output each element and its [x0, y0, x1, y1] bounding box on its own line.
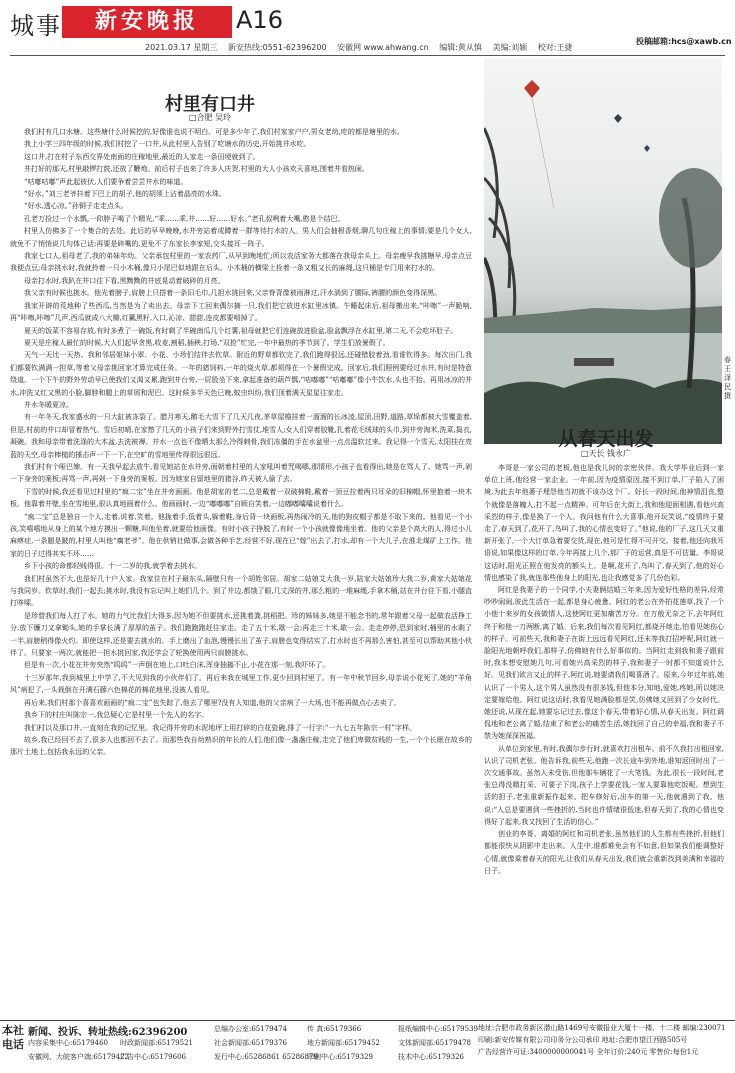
- article1-paragraph: “疯二宝”总是独自一个人,走着,说着,笑着。他拢着手,低着头,躲着鞋,身后背一块画板,再热闹冷的天,他的狗皮帽子都是不取下来的。他看见一个小孩,笑嘻嘻地从身上的某个地方摸出一颗糖,叫他坐着,就要给他画像。有时小孩子挣脱了,有时一个小孩就像像地坐着。他的父亲是个高大的人,得过小儿麻痹症,一条腿是跛的,村里人叫他“瘸老爷”。他在供销社做事,会做各种手艺,经营不好,现在已“嫁”出去了,打水,却有一个大儿子,在淮北煤矿上工作。他家的日子过得其实不坏……: [10, 512, 472, 558]
- article2-paragraph: 李哥是一家公司的老板,他也是我儿时的亲密伙伴。我大学毕业后到一家单位上班,他经营一家企业。一年前,因为疫情原因,接不到订单,厂子陷入了困境,为此去年他萎子埋怨他当初就不该办这个厂。好长一段时间,他神情沮丧,整个就像是落魄人,打不起一点精神。可年后在大街上,我和他迎面相遇,看他兴高采烈的样子,像是换了一个人。我问他有什么大喜事,他开玩笑说,“疫情终于要走了,春天到了,花开了,鸟叫了,我的心情也变好了。”他说,他的厂子,这几天又重新开张了,一个大订单急着要交货,现在,他可是忙得不可开交。接着,他还向我耳语说,如果像这样的订单,今年再接上几个,那厂子的运营,真是不可估量。李哥说这话时,阳光正照在他发亮的额头上。是啊,花开了,鸟叫了,春天到了,他的好心情也感染了我,就连那些他身上的阳光,也让我感觉多了几份色彩。: [484, 464, 724, 582]
- masthead-meta: [145, 42, 580, 53]
- article1-paragraph: 故乡,我已经回不去了,很多人也都回不去了。而那些我自幼熟识的年长的人们,他们像一盏盏庄稼,走完了他们卑微贫贱的一生,一个个长眠在故乡的那片土地上,包括我永远的父亲。: [10, 735, 472, 757]
- submission-email: 投稿邮箱:hcs@xawb.cn: [636, 37, 732, 46]
- article1-paragraph: 我乡下的村庄叫陈宗一,我总疑心它是村里一个先人的名字。: [24, 711, 209, 720]
- boat-icon: [574, 358, 614, 366]
- editor: 编辑:黄从慎: [439, 43, 482, 52]
- article1-paragraph: 村里人仿佛多了一个集合的去处。此后的早早晚晚,水井旁站着或蹲着一群等待打水的人。男人们会抽根香烟,聊几句庄稼上的事情;要是几个女人,就免不了悄悄说几句体己话;再要是碎嘴的,更免不了东家长李家短,交头接耳一阵子。: [10, 227, 472, 248]
- footer-address: [478, 1022, 734, 1058]
- article1-paragraph: 孔老万捡过一个水瓢,一仰脖子喝了个精光,“乖……乖,井……好……好水。”老孔叔咧着大嘴,憨是个结巴。: [24, 214, 345, 223]
- footer-phone-line: 地方新闻部:65179452: [307, 1039, 380, 1047]
- footer-phone-line: 内容采集中心:65179460: [28, 1039, 108, 1047]
- proofreader: 校对:王捷: [537, 43, 573, 52]
- article1-paragraph: “咕嘟咕嘟”声此起彼伏,人们要争着尝尝井水的味道。: [24, 177, 188, 186]
- footer-hotline: 新闻、投诉、转址热线:62396200: [28, 1027, 188, 1038]
- article1-paragraph: 这口井,打在村子东西交界处南面的庄稼地里,最近的人家走一条田埂就到了。: [24, 152, 260, 161]
- article1-paragraph: “好水,透心凉。”孙铜子走走点头。: [24, 202, 128, 211]
- article1-paragraph: 我家开辟的荒地种了些西瓜,当然是为了卖出去。母亲下工回来偶尔摘一只,我们把它放进水缸里冰镇。午睡起床后,祖母搬出来,“咔嚓”一声脆响,再“咔嚓,咔嚓”几声,西瓜就成八大瓣,红瓤黑籽,入口,沁凉、甜甜,连皮都要啃掉了。: [10, 301, 472, 323]
- article1-paragraph: 井水冬暖夏凉。: [24, 400, 73, 409]
- article1-paragraph: 再后来,我们村那个喜喜欢画画的“疯二宝”也失踪了,他去了哪里?没有人知道,他的父亲病了一大场,也不能再做点心去卖了。: [24, 698, 401, 707]
- footer-phone-line: 时政新闻部:65179521: [120, 1039, 193, 1047]
- footer-phone-line: 社会新闻部:65179376: [214, 1039, 287, 1047]
- photo-illustration: [484, 58, 722, 444]
- article1-paragraph: 十三岁那年,我到城里上中学了,不大见到我的小伙伴们了。再后来我在城里工作,更少回到村里了。有一年中秋节回乡,母亲说小花死了,她的“羊角风”病犯了,一头栽倒在开满石藤六色棉花的棉花地里,没被人看见。: [10, 673, 472, 695]
- lake-kites-photo: [484, 58, 722, 444]
- article2-title: 从春天出发: [558, 428, 654, 450]
- article1-paragraph: 但是有一次,小花在井旁突然“呜呜”一声倒在地上,口吐白沫,浑身抽搐不止,小花在那一刻,我吓坏了。: [24, 661, 330, 670]
- footer-phone-line: 文体新闻部:65179478: [398, 1039, 471, 1047]
- article1-paragraph: 母亲打水时,我趴在井口往下看,黑黝黝的井底晃动着破碎的月亮。: [24, 276, 225, 285]
- footer-phone-line: 技术中心:65179326: [398, 1053, 464, 1061]
- article1-byline: □合肥 吴玲: [188, 113, 232, 122]
- article2-paragraph: 创业的李哥、离婚的阿红和司机老张,虽然他们的人生都有些挫折,但他们都能很快从阴影中走出来。人生中,谁都难免会有不如意,但如果我们能调整好心情,就像乘着春天的阳光,让我们从春天出发,我们就会重新找到美满和幸福的日子。: [484, 830, 724, 875]
- article2-paragraph: 从单位到家里,有时,我偶尔步行时,就喜欢打出租车。前不久我打出租回家,认识了司机老张。他告诉我,前些天,他跑一次长途车到外地,谁知返回时出了一次交通事故。虽然人未受伤,但他那车辆花了一大笔钱。为此,很长一段时间,老张总得没精打采。可要子下岗,孩子上学要花钱,一家人要靠他吃饭呢。想到生活的担子,老张重新振作起来。把车修好后,出车的第一天,他就遇到了我。他说:“人总是要遇到一些挫折的,当时也许情绪很低迷,但春天到了,我的心情也变得好了起来,我又找回了生活的信心。”: [484, 744, 724, 826]
- article1-paragraph: 我上小学三四年级的时候,我们村挖了一口井,从此村里人告别了吃塘水的历史,开始挑井水吃。: [24, 140, 311, 149]
- footer-phone-line: 安徽网、大皖客户端:65179422: [28, 1053, 129, 1061]
- article1-paragraph: 我们村有个哑巴婶。有一天我早起去放牛,看见她站在水井旁,面朝着村里的人家吼叫着咒喝哪,那情形,小孩子也看得出,她是在骂人了。她骂一声,剁一下身旁的案板;再骂一声,再剁一下身旁的案板。因为她家自留地里的猪谷,昨天被人偷了去。: [10, 462, 472, 484]
- page-number: A16: [236, 6, 283, 34]
- newspaper-logo: 新安晚报: [62, 6, 232, 38]
- article1-paragraph: 夏天的饭菜不容易存放,有时多煮了一碗饭,有时剩了半碗南瓜几个红薯,祖母就把它们连碗放进脸盆,脸盆飘浮在水缸里,第二天,不会吃坏肚子。: [24, 326, 458, 335]
- kite-icon: [614, 114, 622, 123]
- article1-paragraph: 我们村以及那口井,一直刻在我的记忆里。我记得井旁的水泥地坪上用打碎的白花瓷碗,排了一行字:“一九七五年陈宗一村”字样。: [24, 723, 416, 732]
- article2-paragraph: 阿红是我妻子的一个同学,小夫妻俩结婚三年来,因为爱好性格的差异,经常吵吵闹闹,彼此生活在一起,都是身心疲惫。阿红的老公在外拍花莲草,找了一个小他十来岁的女孩做情人,这使阿红更加痛苦万分。在万般无奈之下,去年阿红终于和他一刀两断,离了婚。后来,我们每次看见阿红,都烧开她走,怕看见她伤心的样子。可前些天,我和妻子在街上远远看见阿红,还未等我打招呼呢,阿红就一脸阳光地朝呼我们,那样子,仿佛她有什么好事似的。当阿红走到我和妻子跟前时,我本想安慰她几句,可看她兴高采烈的样子,我和妻子一时都不知道说什么好。见我们欲言又止的样子,阿红说,她要请我们喝喜酒了。原来,今年过年前,她认识了一个男人,这个男人虽然没有很多钱,但他本分,知地,爱她,疼她,所以她决定要嫁给他。阿红说这话时,我看见她满脸都是笑,仿佛她又回到了少女时代。她还说,从现在起,她要忘记过去,像这个春天,带着好心情,从春天出发。阿红调侃地和老公离了婚,结束了和老公的痛苦生活,她找回了自己的幸福,我和妻子不禁为她深深祝福。: [484, 586, 724, 741]
- article1-paragraph: 乡下小孩的命都轻贱得很。十一二岁的我,就学着去挑水。: [24, 562, 202, 571]
- kite-icon: [644, 145, 650, 152]
- article2-byline: □天长 钱永广: [580, 449, 632, 458]
- footer-phone-line: 广告中心:65179606: [120, 1053, 186, 1061]
- footer-phone-line: 总编办公室:65179474: [214, 1025, 287, 1033]
- article1-paragraph: 我父亲有时候也挑水。他光着膀子,肩膀上只搭着一条旧毛巾,几担水挑回来,父亲脊背像被雨淋过,汗水淌到了腰际,裤腰的颜色变得深黑。: [24, 289, 442, 298]
- article2-body: [484, 462, 724, 877]
- footer-phone-line: 报纸编辑中心:65179539: [398, 1025, 478, 1033]
- article1-paragraph: 我们村有几口水塘。这些塘什么时候挖的,好像谁也说不明白。可是多少年了,我们村家家户户,男女老幼,吃的都是塘里的水。: [24, 128, 404, 136]
- article1-paragraph: 夏天是庄稼人最忙的时候,大人们起早贪黑,收麦,割稻,插秧,打场,“双抢”忙完,一年中最热的季节到了。学生们放暑假了。: [24, 338, 390, 347]
- article1-paragraph: 有一年冬天,我家盛水的一只大缸被冻裂了。腊月寒天,鹅毛大雪下了几天几夜,茅草屋檐挂着一溜溜的长冰凌,屋顶,田野,道路,草垛都被大雪覆盖着,但是,村前的井口却冒着热气。雪后初晴,在家憋了几天的小孩子们来到野外打雪仗,堆雪人;女人们穿着胶靴,扎着花毛绒球的头巾,到井旁淘米,洗菜,捣衣,凝碗。我和母亲带着洗涤的大木盆,去洗被褥。井水一点也不像晒太那么冷得刺骨,我们冻僵的手在水盆里一点点温软过来。我记得一个雪天,太阳挂在亮蓝的天空,母亲棒槌的捶击声一下一下,在空旷的雪地里传得很远很远。: [10, 413, 472, 459]
- article1-paragraph: “好水。”刘三老爷抖着下巴上的胡子,他的胡须上沾着晶亮的水珠。: [24, 190, 226, 199]
- masthead-divider: [10, 55, 725, 56]
- article1-body: [10, 126, 472, 759]
- kite-icon: [524, 80, 540, 98]
- article1-paragraph: 是珍替我们每人打了水。她的力气比我们大得多,因为她不但要挑水,还挑着粪,挑稻把。珍的姊妹多,她是不能念书的,常年跟着父母一起做农活挣工分,放下镰刀又拿锄头,她的手掌长满了厚厚的茧子。我们跑跑跑赶往家走。走了五十米,歇一会;再走三十米,歇一会。走走停停,恐到家时,桶里的水剩了一半,肩膀稍得像火灼。即使这样,还是要去挑水的。手上磨出了血泡,慢慢长出了茧子,肩膀也变得结实了,打水时也不再那么害怕,甚至可以帮助其他小伙伴了。只要家一两次,就能把一担水挑回家,我还学会了轮换使用两只肩膀挑水。: [10, 611, 472, 658]
- article1-paragraph: 天气一天比一天热。我和邻居姐妹小翠、小花、小珍们结伴去钦草。附近的野草都钦完了,我们跑得很远,还碰错胶着劲,看谁钦得多。每次出门,我们都要钦满满一担草,等着父母亲挑回家才算完成任务。一年的猪饲料,一年的烧火草,都须得在一个暑假完成。回家后,我们照例要经过水井,有时是特意绕道。一个下午的野外劳动早已使我们又渴又累,跑到井台旁,一屁股坐下来,拿起准备的葫芦瓢,“咕嘟嘟”“咕嘟嘟”像小牛饮水,头也不抬。再用冰凉的井水,冲洗又红又黑的小脸,脚脖和腿上的草屑和泥巴。这时候多半天色已晚,蚊虫纠纷,我们顶着满天星星往家走。: [10, 351, 472, 397]
- footer-address-line: 印刷:新安传媒有限公司印务分公司承印 地址:合肥市望江西路505号: [478, 1036, 688, 1044]
- article1-title: 村里有口井: [165, 94, 255, 115]
- article1-paragraph: 我家七口人,祖母老了,我的弟妹年幼。父亲承包村里的一家农药厂,从早到晚地忙;所以农活家务大都落在我母亲头上。母亲瘦早我挑糖早,母亲点豆我便点豆;母亲挑水时,我就拎着一只小木桶,像只小尾巴似地跟在后头。小木桶的横梁上拴着一条又粗又长的麻绳,这只桶是专门用来打水的。: [10, 252, 472, 273]
- article1-paragraph: 我们村虽然不大,也是好几十户人家。我家住在村子最东头,隔壁只有一个胡姓邻居。胡家二姑娘艾大我一岁,陆家大姑娘珍大我二岁,黄家大姑娘花与我同岁。钦草时,我们一起去;挑水时,我没有忘记叫上她们几个。到了井边,都饿了眼,几丈深的井,那么粗的一堆麻绳,手拿木桶,站在井台往下看,小腿直打哆嗦。: [10, 574, 472, 608]
- section-name: 城事: [10, 12, 62, 40]
- photo-credit: 春 王泽民 摄: [724, 356, 731, 400]
- article1-paragraph: 井打好的那天,村里敲锣打鼓,还放了鞭炮。前后村子也来了许多人庆贺,村里的大人小孩欢天喜地,围着井看热闹。: [24, 165, 369, 174]
- footer-phone-line: 发行中心:65286861 65286879: [214, 1053, 318, 1061]
- designer: 美编:刘颖: [492, 43, 528, 52]
- website: 安徽网 www.ahwang.cn: [337, 43, 429, 52]
- footer-title: 本社电话: [2, 1024, 24, 1051]
- footer-phone-line: 传 真:65179366: [307, 1025, 362, 1033]
- footer-address-line: 地址:合肥市政务新区潜山路1469号安徽报业大厦十一楼、十二楼 邮编:230071: [478, 1024, 726, 1032]
- hotline: 新安热线:0551-62396200: [227, 43, 327, 52]
- footer-address-line: 广告经营许可证:3400000000041号 全年订价:240元 零售价:每份1元: [478, 1048, 699, 1056]
- footer-phone-line: 印刷中心:65179329: [307, 1053, 373, 1061]
- issue-date: 2021.03.17 星期三: [145, 43, 218, 52]
- article1-paragraph: 下雪的时候,我还看见过村里的“疯二宝”坐在井旁画画。他是胡家的老二,总是戴着一双破棉鞋,戴着一顶豆拉着两只耳朵的旧棉帽,怀里抱着一块木板。他靠着井壁,坐在雪地里,很认真地画着什么。他画画时,一边“嘟嘟嘟”自顾自笑着,一边嘟嘟囔囔说着什么。: [10, 487, 472, 509]
